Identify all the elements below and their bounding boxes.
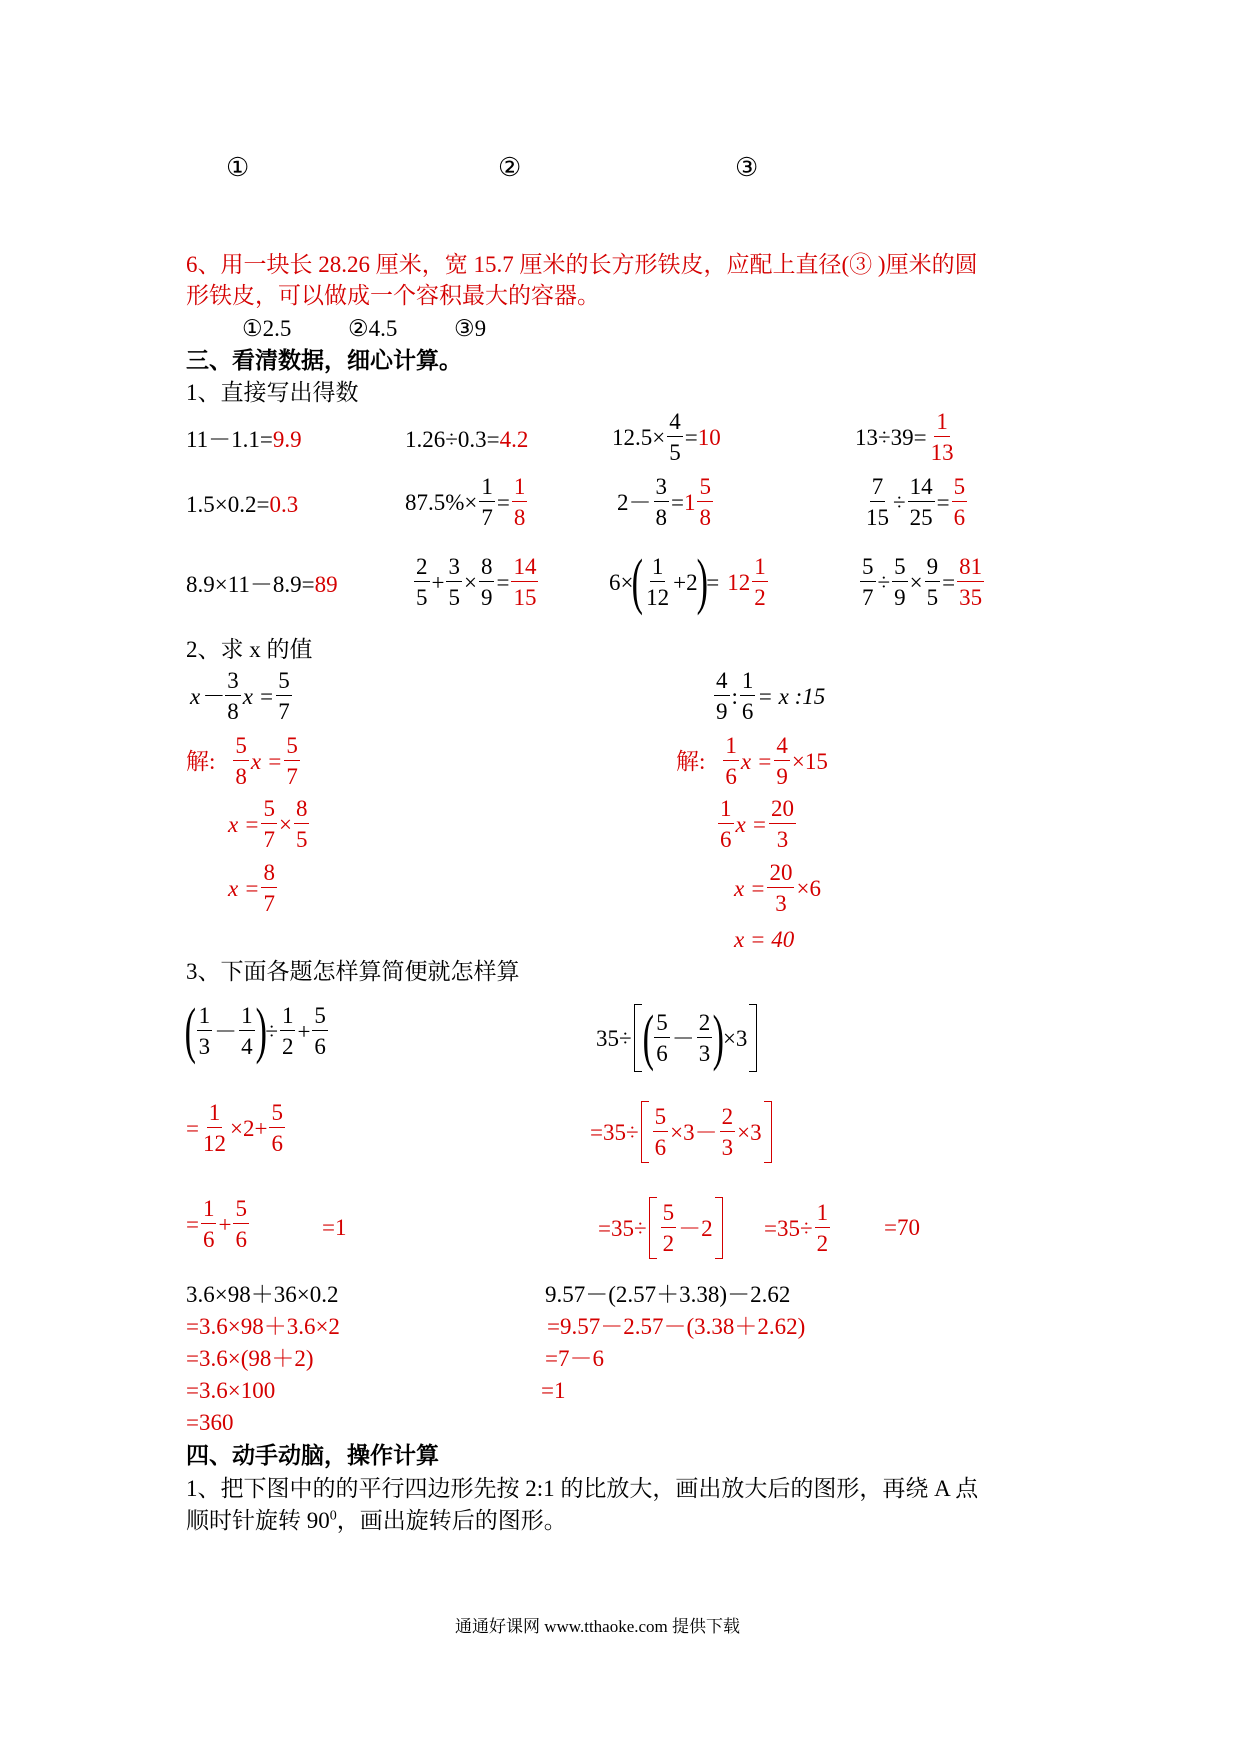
eq2-step3: x = $\frac{20}{3}$ ×6 (734, 860, 821, 916)
choice-3: ③ (735, 153, 759, 182)
calc-3-4: $\frac{5}{7}$ ÷ $\frac{5}{9}$ × $\frac{9}{5}$ = $\frac{81}{35}$ (862, 554, 983, 610)
part2-title: 2、求 x 的值 (186, 637, 313, 662)
q6-option-3: ③9 (454, 316, 487, 341)
eq2-step4: x = 40 (734, 927, 795, 952)
part3-title: 3、下面各题怎样算简便就怎样算 (186, 959, 520, 984)
footer: 通通好课网 www.tthaoke.com 提供下载 (455, 1617, 741, 1636)
eq1-step3: x = $\frac{8}{7}$ (228, 860, 275, 916)
simp2-step4: =70 (884, 1215, 920, 1240)
calc-3-3: 6× ( $\frac{1}{12}$ +2 ) = 12 $\frac{1}{2}$ (609, 548, 766, 616)
simp2-step2: =35÷ $\frac{5}{2}$ －2 (598, 1197, 725, 1259)
simp2-step1: =35÷ $\frac{5}{6}$ ×3－ $\frac{2}{3}$ ×3 (590, 1101, 774, 1163)
choice-2: ② (498, 153, 522, 182)
q6-option-2: ②4.5 (348, 316, 398, 341)
section4-line1: 1、把下图中的的平行四边形先按 2:1 的比放大，画出放大后的图形，再绕 A 点 (186, 1476, 979, 1501)
simp1-step1: = $\frac{1}{12}$ ×2+ $\frac{5}{6}$ (186, 1100, 283, 1156)
calc-1-1: 11－1.1=9.9 (186, 427, 302, 452)
eq2-step2: $\frac{1}{6}$ x = $\frac{20}{3}$ (720, 796, 794, 852)
choice-1: ① (226, 153, 250, 182)
q6-line1: 6、用一块长 28.26 厘米，宽 15.7 厘米的长方形铁皮，应配上直径(③ )厘米的圆 (186, 252, 978, 277)
simp1-step3: =1 (322, 1215, 347, 1240)
simp1-step2: = $\frac{1}{6}$ + $\frac{5}{6}$ (186, 1196, 247, 1252)
eq2-question: $\frac{4}{9}$ : $\frac{1}{6}$ = x :15 (716, 668, 826, 724)
calc-2-3: 2－ $\frac{3}{8}$ = 1 $\frac{5}{8}$ (617, 474, 711, 530)
simp3-step3: =3.6×100 (186, 1378, 276, 1403)
simp4-step1: =9.57－2.57－(3.38＋2.62) (547, 1314, 806, 1339)
simp3-question: 3.6×98＋36×0.2 (186, 1282, 339, 1307)
calc-3-1: 8.9×11－8.9=89 (186, 572, 338, 597)
simp3-step1: =3.6×98＋3.6×2 (186, 1314, 340, 1339)
eq1-step1: 解: $\frac{5}{8}$ x = $\frac{5}{7}$ (186, 733, 298, 789)
part1-title: 1、直接写出得数 (186, 380, 359, 405)
simp2-step3: =35÷ $\frac{1}{2}$ (764, 1200, 829, 1256)
calc-2-4: $\frac{7}{15}$ ÷ $\frac{14}{25}$ = $\frac{5}{6}$ (866, 474, 966, 530)
eq2-step1: 解: $\frac{1}{6}$ x = $\frac{4}{9}$ ×15 (676, 733, 828, 789)
calc-3-2: $\frac{2}{5}$ + $\frac{3}{5}$ × $\frac{8}{9}$ = $\frac{14}{15}$ (416, 554, 537, 610)
calc-1-2: 1.26÷0.3=4.2 (405, 427, 529, 452)
simp4-step2: =7－6 (545, 1346, 604, 1371)
simp1-question: ( $\frac{1}{3}$ － $\frac{1}{4}$ ) ÷ $\frac{1}{2}$ + $\frac{5}{6}$ (184, 997, 326, 1065)
section4-title: 四、动手动脑，操作计算 (186, 1443, 439, 1468)
q6-line2: 形铁皮，可以做成一个容积最大的容器。 (186, 283, 600, 308)
section4-line2: 顺时针旋转 $90^0$，画出旋转后的图形。 (186, 1508, 567, 1533)
simp3-step4: =360 (186, 1410, 234, 1435)
simp3-step2: =3.6×(98＋2) (186, 1346, 314, 1371)
section3-title: 三、看清数据，细心计算。 (186, 348, 462, 373)
calc-1-4: 13÷39= $\frac{1}{13}$ (855, 409, 954, 465)
eq1-step2: x = $\frac{5}{7}$ × $\frac{8}{5}$ (228, 796, 308, 852)
simp4-step3: =1 (541, 1378, 566, 1403)
simp4-question: 9.57－(2.57＋3.38)－2.62 (545, 1282, 791, 1307)
simp2-question: 35÷ ( $\frac{5}{6}$ － $\frac{2}{3}$ ) ×3 (596, 1004, 759, 1072)
calc-2-2: 87.5%× $\frac{1}{7}$ = $\frac{1}{8}$ (405, 474, 526, 530)
q6-option-1: ①2.5 (242, 316, 292, 341)
calc-2-1: 1.5×0.2=0.3 (186, 492, 299, 517)
calc-1-3: 12.5× $\frac{4}{5}$ = 10 (612, 409, 721, 465)
eq1-question: x－ $\frac{3}{8}$ x = $\frac{5}{7}$ (190, 668, 290, 724)
